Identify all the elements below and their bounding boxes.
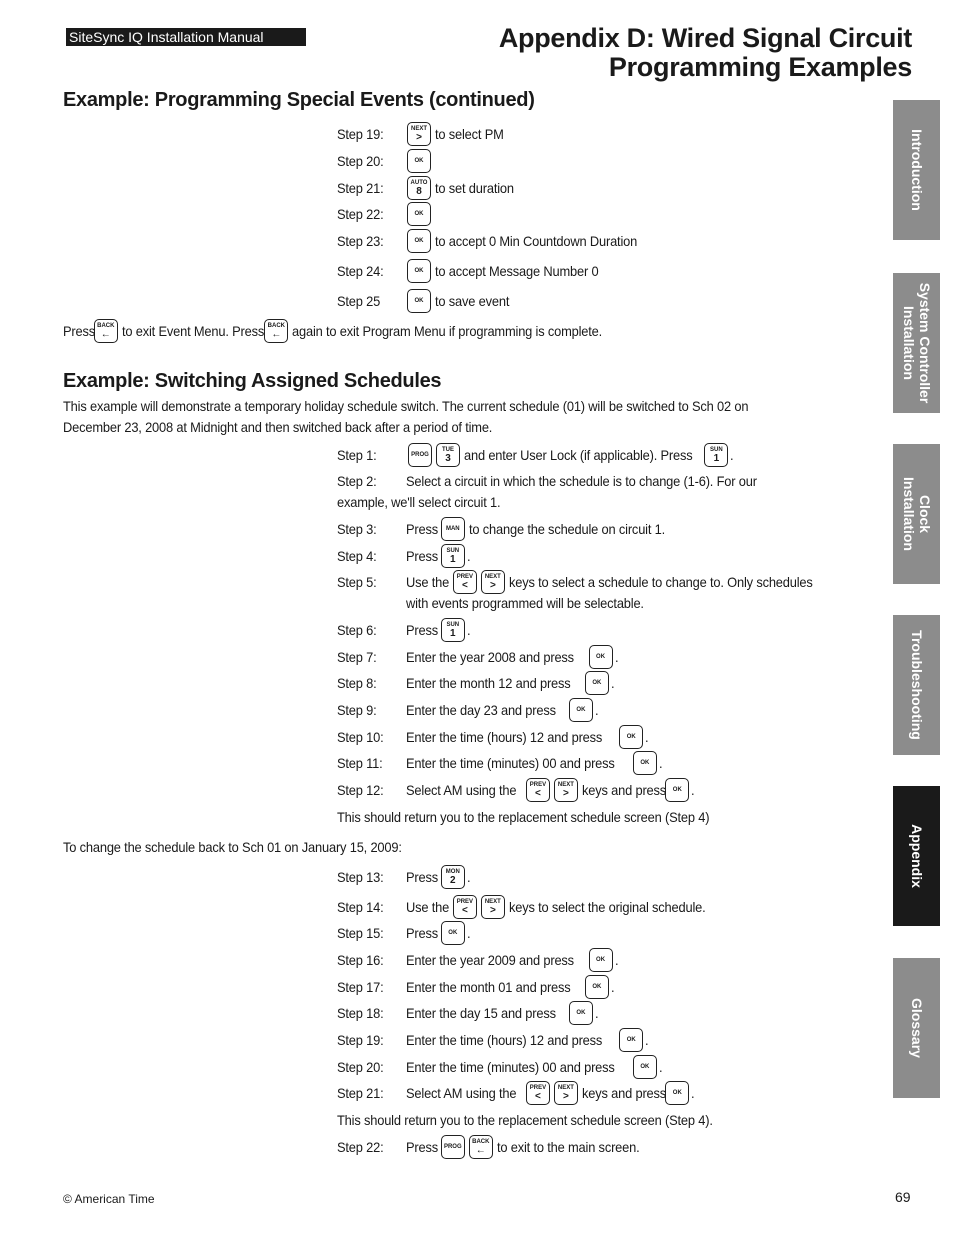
step-text: .: [614, 649, 618, 665]
step-text: Enter the year 2008 and press: [406, 649, 574, 665]
step-text: Step 4:: [337, 548, 377, 564]
ok-key-icon: OK: [665, 778, 689, 802]
step-text: Step 21:: [337, 180, 384, 196]
step-text: keys and press: [581, 1085, 666, 1101]
man-key-icon: MAN: [441, 517, 465, 541]
step-text: .: [614, 952, 618, 968]
step-text: Step 22:: [337, 206, 384, 222]
step-text: Enter the time (hours) 12 and press: [406, 729, 603, 745]
schedule-step: [337, 864, 471, 890]
special-event-step: [337, 228, 655, 254]
prev-key-icon: PREV <: [526, 1081, 550, 1105]
step-text: .: [658, 755, 663, 771]
step2-continuation: [337, 489, 515, 515]
change-back-note: [63, 834, 431, 860]
page-title: [499, 24, 912, 82]
schedule-step: [337, 1027, 649, 1053]
page-title-line1: Appendix D: Wired Signal Circuit: [498, 23, 912, 53]
step-text: Step 9:: [337, 702, 377, 718]
schedule-step: [337, 670, 615, 696]
ok-key-icon: OK: [585, 671, 609, 695]
step-text: Press: [406, 869, 439, 885]
step-text: Press: [406, 521, 439, 537]
return-note-2: [337, 1107, 745, 1133]
step-text: Step 3:: [337, 521, 377, 537]
step-text: .: [466, 869, 471, 885]
step-text: keys and press: [581, 782, 666, 798]
step-text: .: [658, 1059, 663, 1075]
schedule-step: [337, 442, 734, 468]
ok-key-icon: OK: [407, 289, 431, 313]
return-note: [337, 804, 742, 830]
step-text: Step 7:: [337, 649, 377, 665]
step-text: This should return you to the replacement schedule screen (Step 4).: [337, 1112, 713, 1128]
schedule-step: [337, 750, 663, 776]
ok-key-icon: OK: [441, 921, 465, 945]
next-key-icon: NEXT >: [554, 778, 578, 802]
sun-key-icon: SUN 1: [441, 544, 465, 568]
schedule-step: [337, 1134, 652, 1160]
step-text: .: [691, 1085, 695, 1101]
prev-key-icon: PREV <: [453, 570, 477, 594]
step-text: to save event: [435, 293, 510, 309]
ok-key-icon: OK: [665, 1081, 689, 1105]
ok-key-icon: OK: [407, 259, 431, 283]
tue-key-icon: TUE 3: [436, 443, 460, 467]
step-text: Step 24:: [337, 263, 384, 279]
step-text: and enter User Lock (if applicable). Press: [464, 447, 693, 463]
step-text: Enter the time (minutes) 00 and press: [406, 1059, 615, 1075]
ok-key-icon: OK: [569, 698, 593, 722]
schedule-step: [337, 1054, 663, 1080]
step-text: Enter the day 23 and press: [406, 702, 556, 718]
step-text: Step 20:: [337, 153, 384, 169]
step-text: .: [466, 622, 471, 638]
ok-key-icon: OK: [633, 1055, 657, 1079]
tab-clock-installation[interactable]: Clock Installation: [893, 444, 940, 584]
schedule-step: [337, 894, 722, 920]
ok-key-icon: OK: [589, 948, 613, 972]
step-text: Step 23:: [337, 233, 384, 249]
step-text: Step 1:: [337, 447, 377, 463]
step-text: Step 22:: [337, 1139, 384, 1155]
sun-key-icon: SUN 1: [441, 618, 465, 642]
ok-key-icon: OK: [407, 229, 431, 253]
step-text: to change the schedule on circuit 1.: [468, 521, 665, 537]
special-event-step: [337, 201, 435, 227]
page-title-line2: Programming Examples: [608, 52, 912, 82]
ok-key-icon: OK: [585, 975, 609, 999]
schedule-step: [337, 617, 471, 643]
step5-continuation: [406, 590, 665, 616]
ok-key-icon: OK: [619, 1028, 643, 1052]
step-text: Step 10:: [337, 729, 384, 745]
step-text: .: [645, 1032, 649, 1048]
step-text: .: [610, 979, 615, 995]
step-text: Select a circuit in which the schedule is to change (1-6). For our: [406, 473, 757, 489]
ok-key-icon: OK: [633, 751, 657, 775]
schedule-step: [337, 777, 695, 803]
prev-key-icon: PREV <: [453, 895, 477, 919]
press-back-text-2: to exit Event Menu. Press: [121, 323, 264, 339]
tab-glossary[interactable]: Glossary: [893, 958, 940, 1098]
special-event-step: [337, 258, 613, 284]
step-text: Press: [406, 925, 439, 941]
step-text: Step 14:: [337, 899, 384, 915]
step-text: Use the: [406, 574, 450, 590]
schedule-step: [337, 974, 615, 1000]
step-text: .: [730, 447, 734, 463]
step-text: Press: [406, 1139, 439, 1155]
step-text: with events programmed will be selectable.: [406, 595, 644, 611]
step-text: Step 6:: [337, 622, 377, 638]
step-text: Press: [406, 548, 439, 564]
step-text: Step 5:: [337, 574, 377, 590]
ok-key-icon: OK: [619, 725, 643, 749]
step-text: .: [594, 702, 599, 718]
prev-key-icon: PREV <: [526, 778, 550, 802]
step-text: Step 21:: [337, 1085, 384, 1101]
step-text: Press: [406, 622, 439, 638]
schedule-step: [337, 724, 649, 750]
section1-heading: Example: Programming Special Events (continued): [63, 89, 535, 111]
ok-key-icon: OK: [407, 202, 431, 226]
step-text: .: [645, 729, 649, 745]
step-text: .: [691, 782, 695, 798]
step-text: Step 20:: [337, 1059, 384, 1075]
footer-copyright: © American Time: [63, 1192, 155, 1206]
next-key-icon: NEXT >: [554, 1081, 578, 1105]
step-text: Step 19:: [337, 1032, 384, 1048]
step-text: Enter the day 15 and press: [406, 1005, 556, 1021]
prog-key-icon: PROG: [408, 443, 432, 467]
section2-heading: Example: Switching Assigned Schedules: [63, 370, 442, 392]
step-text: Enter the time (minutes) 00 and press: [406, 755, 615, 771]
step-text: example, we'll select circuit 1.: [337, 494, 501, 510]
step-text: Step 19:: [337, 126, 384, 142]
tab-troubleshooting[interactable]: Troubleshooting: [893, 615, 940, 755]
step-text: Enter the month 12 and press: [406, 675, 571, 691]
step-text: keys to select the original schedule.: [508, 899, 706, 915]
ok-key-icon: OK: [407, 149, 431, 173]
step-text: to select PM: [435, 126, 504, 142]
schedule-step: [337, 947, 618, 973]
back-key-icon: BACK ←: [264, 319, 288, 343]
step-text: Enter the month 01 and press: [406, 979, 571, 995]
step-text: Step 11:: [337, 755, 383, 771]
step-text: Enter the time (hours) 12 and press: [406, 1032, 603, 1048]
tab-introduction[interactable]: Introduction: [893, 100, 940, 240]
press-back-line: [63, 318, 629, 344]
special-event-step: [337, 175, 521, 201]
step-text: This should return you to the replacement schedule screen (Step 4): [337, 809, 710, 825]
tab-system-controller-installation[interactable]: System Controller Installation: [893, 273, 940, 413]
step-text: keys to select a schedule to change to. Only schedules: [508, 574, 813, 590]
schedule-step: [337, 697, 599, 723]
step-text: Step 25: [337, 293, 381, 309]
special-event-step: [337, 121, 510, 147]
prog-key-icon: PROG: [441, 1135, 465, 1159]
step-text: To change the schedule back to Sch 01 on January 15, 2009:: [63, 839, 402, 855]
step-text: to accept 0 Min Countdown Duration: [435, 233, 638, 249]
step-text: .: [610, 675, 615, 691]
press-back-text-1: Press: [63, 323, 96, 339]
step-text: to exit to the main screen.: [496, 1139, 640, 1155]
press-back-text-3: again to exit Program Menu if programming is complete.: [292, 323, 603, 339]
schedule-step: [337, 920, 471, 946]
step-text: .: [466, 925, 471, 941]
next-key-icon: NEXT >: [481, 570, 505, 594]
special-event-step: [337, 148, 435, 174]
step-text: to accept Message Number 0: [435, 263, 599, 279]
schedule-step: [337, 1000, 599, 1026]
step-text: Step 17:: [337, 979, 384, 995]
step-text: to set duration: [435, 180, 514, 196]
step-text: Step 13:: [337, 869, 384, 885]
special-event-step: [337, 288, 516, 314]
step-text: Step 8:: [337, 675, 377, 691]
step-text: .: [466, 548, 471, 564]
auto-key-icon: AUTO 8: [407, 176, 431, 200]
step-text: Use the: [406, 899, 450, 915]
next-key-icon: NEXT >: [407, 122, 431, 146]
schedule-step: [337, 1080, 695, 1106]
back-key-icon: BACK ←: [469, 1135, 493, 1159]
section2-intro: This example will demonstrate a temporary holiday schedule switch. The current schedule (01) will be switched to Sch 02 on December 23, 2008 at Midnight and then switched back after a period of time.: [63, 398, 749, 435]
step-text: Step 2:: [337, 473, 377, 489]
sun-key-icon: SUN 1: [704, 443, 728, 467]
schedule-step: [337, 644, 618, 670]
ok-key-icon: OK: [569, 1001, 593, 1025]
schedule-step: [337, 516, 682, 542]
back-key-icon: BACK ←: [94, 319, 118, 343]
step-text: Step 12:: [337, 782, 384, 798]
step-text: Select AM using the: [406, 782, 517, 798]
step-text: Enter the year 2009 and press: [406, 952, 574, 968]
next-key-icon: NEXT >: [481, 895, 505, 919]
step-text: Step 16:: [337, 952, 384, 968]
tab-appendix[interactable]: Appendix: [893, 786, 940, 926]
step-text: Step 18:: [337, 1005, 384, 1021]
schedule-step: [337, 543, 471, 569]
manual-label: SiteSync IQ Installation Manual: [66, 28, 306, 46]
ok-key-icon: OK: [589, 645, 613, 669]
mon-key-icon: MON 2: [441, 865, 465, 889]
step-text: Select AM using the: [406, 1085, 517, 1101]
step-text: .: [594, 1005, 599, 1021]
step-text: Step 15:: [337, 925, 384, 941]
page-number: 69: [895, 1189, 911, 1205]
